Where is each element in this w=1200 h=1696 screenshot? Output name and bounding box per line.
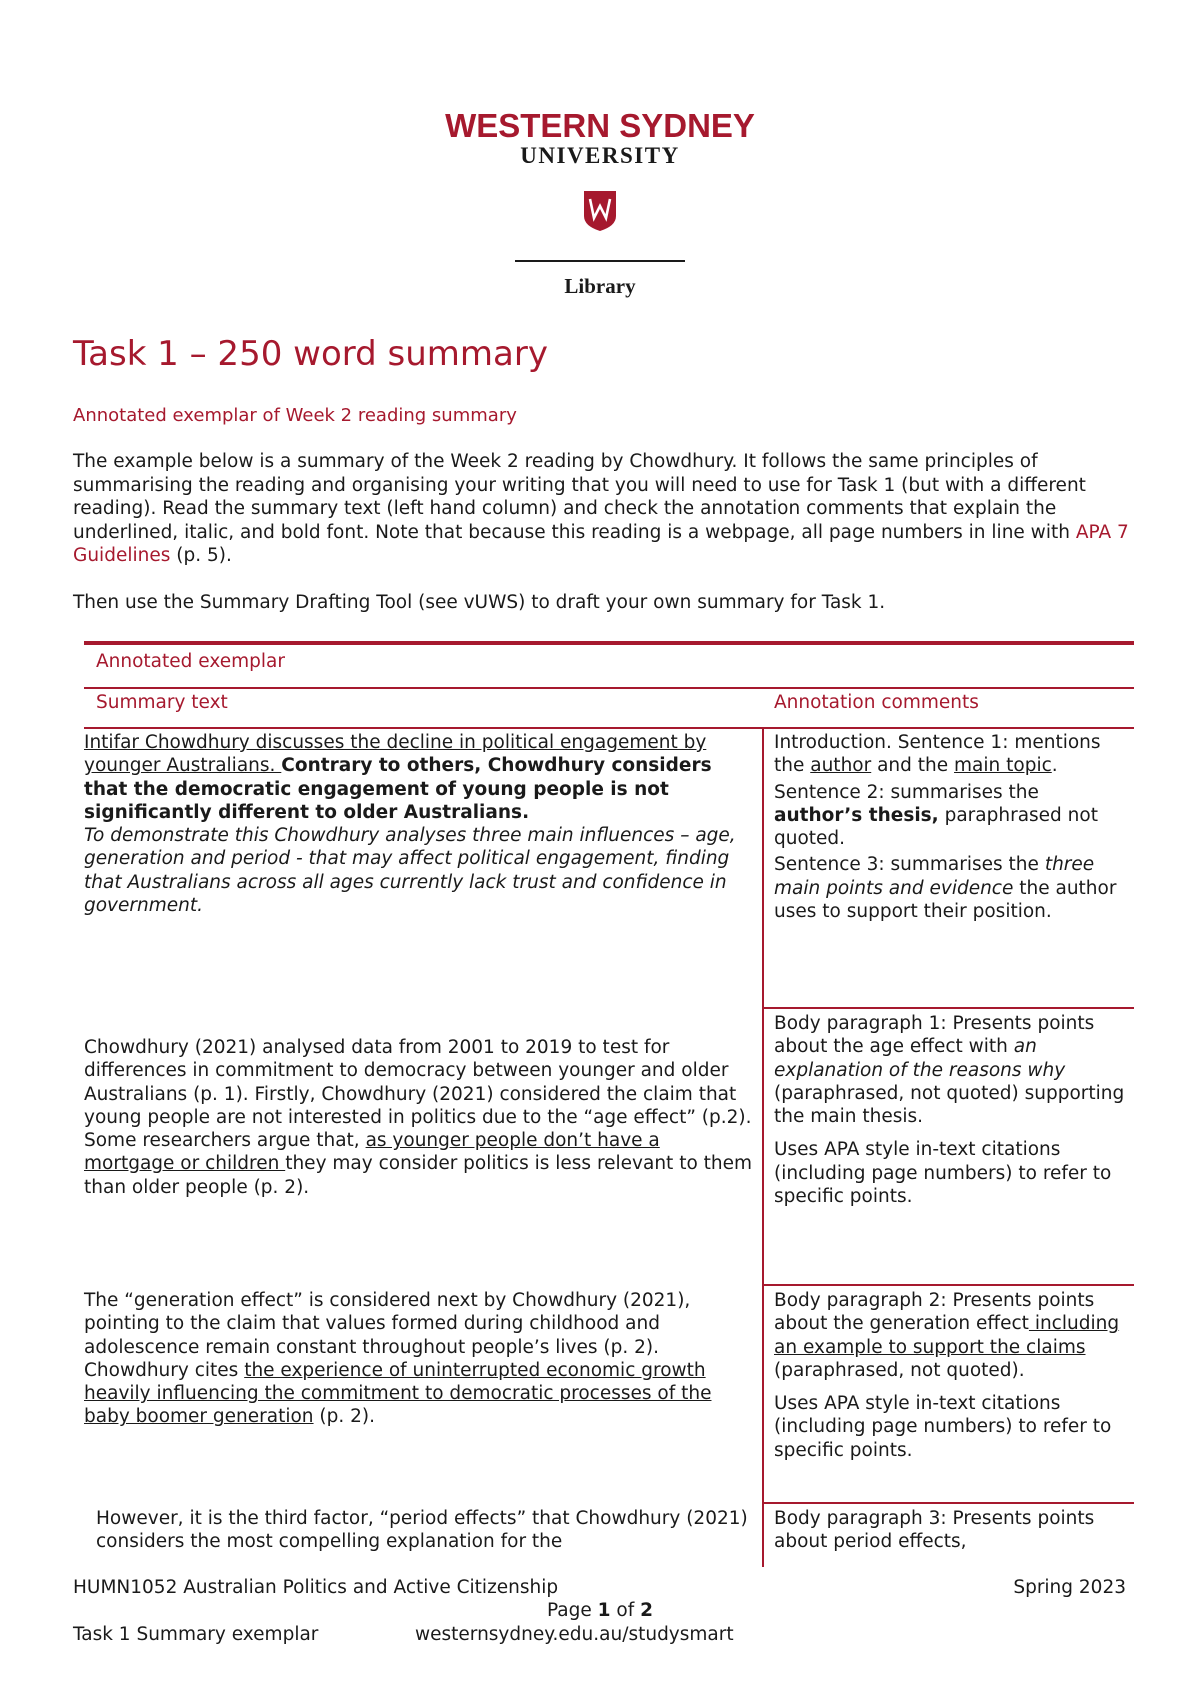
university-logo — [0, 108, 1200, 299]
table-row-rule — [762, 1007, 1134, 1009]
summary-topic-sentence: Intifar Chowdhury discusses the decline in political engagement by younger Australians. — [84, 732, 707, 777]
table-row — [84, 1289, 756, 1429]
annotation-text: Body paragraph 2: Presents points about the generation effect — [774, 1290, 1095, 1335]
footer-course: HUMN1052 Australian Politics and Active Citizenship — [73, 1577, 559, 1598]
summary-text: The “generation effect” is considered next by Chowdhury (2021), pointing to the claim that values formed during childhood and adolescence remain constant throughout people’s lives (p. 2). Chowdhury cites — [84, 1290, 691, 1381]
annotation-text: (paraphrased, not quoted). — [774, 1359, 1025, 1381]
header-summary-text: Summary text — [96, 692, 228, 713]
annotation-text: Uses APA style in-text citations (including page numbers) to refer to specific points. — [774, 1393, 1112, 1461]
table-row — [84, 731, 754, 917]
annotation-cell — [774, 731, 1126, 923]
table-caption: Annotated exemplar — [96, 651, 285, 672]
annotation-text: Uses APA style in-text citations (including page numbers) to refer to specific points. — [774, 1139, 1112, 1208]
summary-text: Chowdhury (2021) analysed data from 2001 to 2019 to test for differences in commitment to democracy between younger and older Australians (p. 1). Firstly, Chowdhury (2021) considered the claim that young people are not interested in politics due to the “age effect” (p.2). Some researchers argue that, — [84, 1037, 752, 1152]
annotation-cell — [774, 1289, 1126, 1462]
summary-thesis: Contrary to others, Chowdhury considers that the democratic engagement of young people is not significantly different to older Australians. — [84, 755, 712, 823]
page-label: Page — [546, 1600, 598, 1621]
footer-doc-name: Task 1 Summary exemplar — [73, 1624, 319, 1645]
column-divider — [762, 727, 764, 1567]
logo-department: Library — [564, 274, 636, 298]
table-rule — [84, 687, 1134, 689]
page-total: 2 — [640, 1600, 653, 1621]
summary-underline: as younger people don’t have a mortgage or children — [84, 1130, 660, 1175]
logo-university: UNIVERSITY — [520, 143, 680, 168]
annotation-underline: main topic — [954, 755, 1052, 777]
annotation-text: and the — [871, 755, 955, 777]
annotation-underline: including an example to support the claims — [774, 1313, 1120, 1358]
annotation-text: Body paragraph 1: Presents points about the age effect with — [774, 1013, 1095, 1058]
apa-guidelines-link[interactable]: APA 7 Guidelines — [73, 521, 1129, 566]
intro-text-end: (p. 5). — [170, 545, 232, 566]
annotation-text: Introduction. Sentence 1: mentions the — [774, 732, 1101, 777]
annotation-cell — [774, 1507, 1126, 1554]
annotation-text: the author uses to support their position. — [774, 877, 1117, 923]
summary-underline: the experience of uninterrupted economic growth heavily influencing the commitment to democratic processes of the baby boomer generation — [84, 1359, 712, 1428]
table-row-rule — [762, 1284, 1134, 1286]
footer-term: Spring 2023 — [1013, 1577, 1126, 1598]
header-annotation-comments: Annotation comments — [774, 692, 979, 713]
page-subtitle: Annotated exemplar of Week 2 reading summary — [73, 405, 517, 426]
table-row-rule — [762, 1502, 1134, 1504]
annotation-text: . — [1051, 755, 1058, 777]
footer-url[interactable]: westernsydney.edu.au/studysmart — [415, 1624, 734, 1645]
page-of: of — [610, 1600, 641, 1621]
shield-icon — [583, 190, 617, 232]
intro-paragraph — [73, 450, 1133, 568]
annotation-underline: author — [810, 755, 872, 777]
annotation-bold: author’s thesis, — [774, 804, 939, 826]
annotation-cell — [774, 1012, 1126, 1208]
summary-text: (p. 2). — [313, 1406, 376, 1428]
annotation-text: Sentence 2: summarises the — [774, 781, 1039, 803]
instruction-paragraph: Then use the Summary Drafting Tool (see vUWS) to draft your own summary for Task 1. — [73, 592, 886, 613]
annotation-italic: three main points and evidence — [774, 854, 1095, 899]
annotation-italic: an explanation of the reasons why — [774, 1036, 1066, 1081]
annotation-text: (paraphrased, not quoted) supporting the main thesis. — [774, 1082, 1125, 1128]
annotation-text: Body paragraph 3: Presents points about period effects, — [774, 1508, 1095, 1553]
summary-text: they may consider politics is less relevant to them than older people (p. 2). — [84, 1153, 753, 1198]
page-current: 1 — [597, 1600, 611, 1621]
logo-divider — [515, 260, 685, 262]
summary-main-points: To demonstrate this Chowdhury analyses three main influences – age, generation and period - that may affect political engagement, finding that Australians across all ages currently lack trust and confidence in government. — [84, 825, 736, 917]
summary-text: However, it is the third factor, “period effects” that Chowdhury (2021) considers the most compelling explanation for the — [96, 1508, 748, 1553]
table-row — [96, 1507, 756, 1554]
table-row — [84, 1036, 756, 1199]
logo-name: WESTERN SYDNEY — [445, 107, 755, 144]
annotation-text: paraphrased not quoted. — [774, 804, 1098, 850]
page-title: Task 1 – 250 word summary — [73, 334, 548, 374]
footer-page-number — [0, 1600, 1200, 1621]
annotation-text: Sentence 3: summarises the — [774, 854, 1045, 876]
table-rule — [84, 727, 1134, 729]
intro-text: The example below is a summary of the Week 2 reading by Chowdhury. It follows the same principles of summarising the reading and organising your writing that you will need to use for Task 1 (but with a different reading). Read the summary text (left hand column) and check the annotation comments that explain the underlined, italic, and bold font. Note that because this reading is a webpage, all page numbers in line with — [73, 451, 1086, 543]
table-top-rule — [84, 641, 1134, 645]
